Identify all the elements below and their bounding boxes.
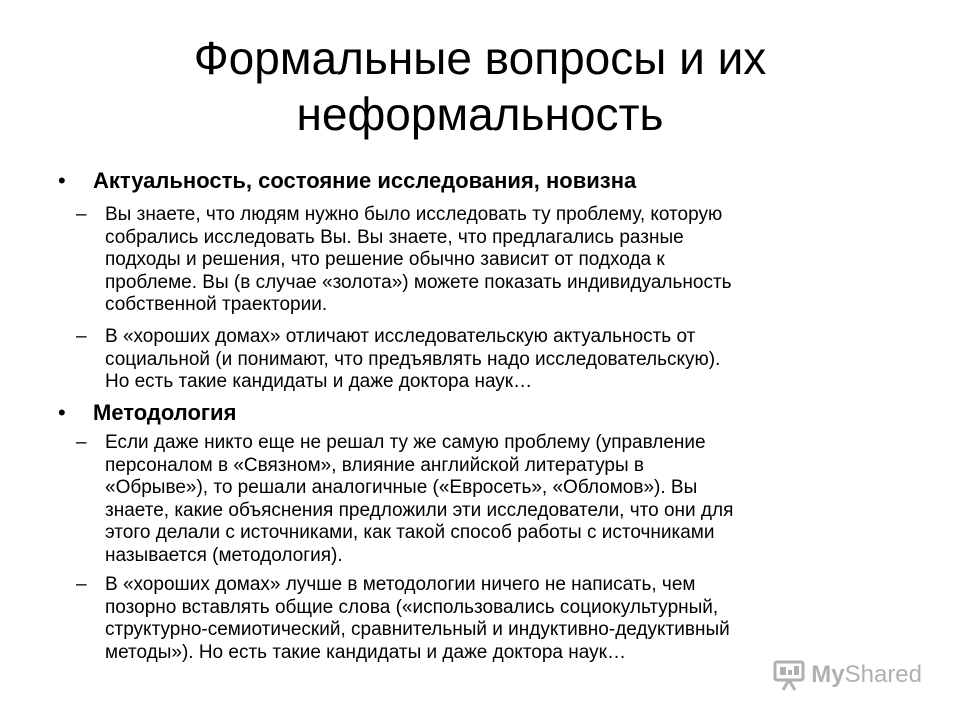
bullet-mark: • (58, 400, 66, 425)
sub-bullet-line: позорно вставлять общие слова («использовались социокультурный, (105, 596, 719, 618)
dash-mark: – (76, 204, 87, 225)
slide-title (60, 30, 900, 142)
sub-bullet-item (0, 204, 960, 317)
bullet-mark: • (58, 168, 66, 193)
sub-bullet-item (0, 574, 960, 664)
dash-mark: – (76, 432, 87, 453)
sub-bullet-line: подходы и решения, что решение обычно зависит от подхода к (105, 249, 665, 270)
sub-bullet-line: «Обрыве»), то решали аналогичные («Евросеть», «Обломов»). Вы (105, 477, 698, 498)
bullet-item (0, 400, 960, 426)
presentation-board-icon (771, 658, 807, 692)
sub-bullet-line: называется (методология). (105, 544, 343, 566)
sub-bullet-line: методы»). Но есть такие кандидаты и даже доктора наук… (105, 641, 626, 663)
watermark-brand-bold: My (811, 661, 845, 688)
bullet-heading: Методология (93, 400, 237, 425)
dash-mark: – (76, 326, 87, 347)
sub-bullet-item (0, 432, 960, 567)
bullet-heading: Актуальность, состояние исследования, новизна (93, 168, 637, 193)
myshared-watermark[interactable] (771, 658, 922, 692)
title-line-1: Формальные вопросы и их (193, 32, 767, 84)
sub-bullet-line: персоналом в «Связном», влияние английской литературы в (105, 454, 644, 476)
sub-bullet-line: структурно-семиотический, сравнительный и индуктивно-дедуктивный (105, 619, 730, 640)
sub-bullet-line: знаете, какие объяснения предложили эти исследователи, что они для (105, 499, 734, 521)
watermark-brand (811, 661, 922, 689)
dash-mark: – (76, 574, 87, 595)
sub-bullet-line: этого делали с источниками, как такой способ работы с источниками (105, 522, 715, 543)
sub-bullet-line: проблеме. Вы (в случае «золота») можете показать индивидуальность (105, 271, 732, 293)
watermark-brand-rest: Shared (844, 661, 922, 688)
sub-bullet-line: собственной траектории. (105, 294, 328, 315)
bullet-item (0, 168, 960, 194)
sub-bullet-line: Но есть такие кандидаты и даже доктора наук… (105, 371, 533, 392)
sub-bullet-line: В «хороших домах» лучше в методологии ничего не написать, чем (105, 574, 696, 595)
title-line-2: неформальность (296, 88, 664, 140)
sub-bullet-line: В «хороших домах» отличают исследовательскую актуальность от (105, 326, 696, 347)
sub-bullet-line: собрались исследовать Вы. Вы знаете, что предлагались разные (105, 226, 684, 248)
sub-bullet-item (0, 326, 960, 394)
sub-bullet-line: Вы знаете, что людям нужно было исследовать ту проблему, которую (105, 204, 723, 225)
sub-bullet-line: социальной (и понимают, что предъявлять надо исследовательскую). (105, 348, 721, 370)
sub-bullet-line: Если даже никто еще не решал ту же самую проблему (управление (105, 432, 706, 453)
